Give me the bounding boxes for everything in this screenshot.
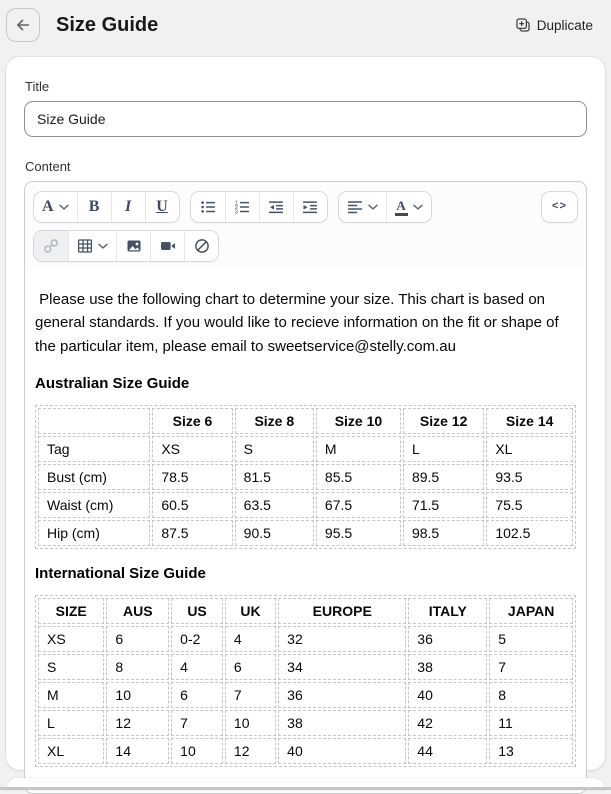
australian-guide-heading[interactable]: Australian Size Guide [35, 375, 190, 393]
table-cell[interactable]: 85.5 [316, 464, 401, 490]
link-button[interactable] [34, 231, 68, 261]
insert-video-button[interactable] [150, 231, 184, 261]
metaobject-card [6, 57, 605, 770]
table-cell[interactable]: 14 [106, 738, 169, 764]
table-cell[interactable]: 6 [106, 626, 169, 652]
editor-toolbar [25, 182, 586, 270]
table-header-cell[interactable]: US [171, 598, 223, 624]
table-cell[interactable]: 89.5 [403, 464, 484, 490]
table-cell[interactable]: 11 [489, 710, 573, 736]
table-row [38, 738, 573, 764]
table-row [38, 626, 573, 652]
title-field-label: Title [25, 79, 50, 94]
editor-content-area[interactable] [25, 270, 586, 793]
table-cell[interactable]: 4 [225, 626, 276, 652]
table-header-cell[interactable]: SIZE [38, 598, 104, 624]
table-row [38, 654, 573, 680]
table-header-cell[interactable]: JAPAN [489, 598, 573, 624]
ordered-list-icon [234, 199, 250, 215]
italic-icon: I [124, 198, 132, 215]
table-cell[interactable]: 34 [278, 654, 406, 680]
table-cell[interactable]: 38 [278, 710, 406, 736]
table-cell[interactable]: 78.5 [152, 464, 232, 490]
table-cell[interactable]: Waist (cm) [38, 492, 150, 518]
international-guide-heading[interactable]: International Size Guide [35, 565, 206, 583]
underline-button[interactable] [145, 192, 179, 222]
table-cell[interactable]: Tag [38, 436, 150, 462]
table-cell[interactable]: 6 [225, 654, 276, 680]
table-cell[interactable]: 102.5 [486, 520, 573, 546]
rich-text-editor [24, 181, 587, 794]
table-cell[interactable]: L [38, 710, 104, 736]
table-cell[interactable]: 13 [489, 738, 573, 764]
insert-group [33, 230, 219, 262]
clear-formatting-button[interactable] [184, 231, 218, 261]
list-indent-group [190, 191, 328, 223]
table-cell[interactable]: S [38, 654, 104, 680]
table-cell[interactable]: XS [38, 626, 104, 652]
table-cell[interactable]: 7 [225, 682, 276, 708]
table-cell[interactable]: M [38, 682, 104, 708]
title-input[interactable] [24, 101, 587, 137]
table-cell[interactable]: 81.5 [235, 464, 314, 490]
underline-icon: U [156, 198, 168, 215]
table-header-cell[interactable]: AUS [106, 598, 169, 624]
align-left-icon [347, 199, 363, 215]
table-cell[interactable]: 63.5 [235, 492, 314, 518]
table-header-cell[interactable]: EUROPE [278, 598, 406, 624]
table-header-cell[interactable] [38, 408, 150, 434]
ordered-list-button[interactable] [225, 192, 259, 222]
table-row [38, 520, 573, 546]
table-row [38, 436, 573, 462]
australian-size-table[interactable] [35, 405, 576, 549]
table-cell[interactable]: 8 [106, 654, 169, 680]
table-cell[interactable]: 90.5 [235, 520, 314, 546]
duplicate-button[interactable] [513, 13, 595, 37]
international-size-table[interactable] [35, 595, 576, 767]
table-icon [77, 238, 93, 254]
bold-icon: B [88, 198, 100, 215]
alignment-dropdown[interactable] [339, 192, 386, 222]
font-style-dropdown[interactable] [34, 192, 77, 222]
table-cell[interactable]: 7 [171, 710, 223, 736]
table-row [38, 464, 573, 490]
table-cell[interactable]: 12 [106, 710, 169, 736]
table-header-row [38, 408, 573, 434]
outdent-button[interactable] [259, 192, 293, 222]
table-cell[interactable]: XL [38, 738, 104, 764]
chevron-down-icon [368, 204, 378, 211]
table-cell[interactable]: 98.5 [403, 520, 484, 546]
table-header-cell[interactable]: ITALY [408, 598, 487, 624]
intro-paragraph[interactable]: Please use the following chart to determine your size. This chart is based on general standards. If you would like to recieve information on the fit or shape of the particular item, please email to sweetservice@stelly.com.au [35, 291, 563, 355]
table-cell[interactable]: 8 [489, 682, 573, 708]
insert-image-button[interactable] [116, 231, 150, 261]
table-header-row [38, 598, 573, 624]
table-cell[interactable]: 60.5 [152, 492, 232, 518]
page-title: Size Guide [56, 13, 159, 36]
table-cell[interactable]: 40 [278, 738, 406, 764]
duplicate-label: Duplicate [536, 17, 593, 33]
bold-button[interactable] [77, 192, 111, 222]
table-header-cell[interactable]: Size 6 [152, 408, 232, 434]
table-cell[interactable]: 42 [408, 710, 487, 736]
table-cell[interactable]: 6 [171, 682, 223, 708]
outdent-icon [268, 199, 284, 215]
svg-text:3: 3 [234, 209, 238, 215]
table-cell[interactable]: 93.5 [486, 464, 573, 490]
table-cell[interactable]: XL [486, 436, 573, 462]
chevron-down-icon [98, 243, 108, 250]
table-row [38, 682, 573, 708]
table-cell[interactable]: 75.5 [486, 492, 573, 518]
table-cell[interactable]: 4 [171, 654, 223, 680]
table-header-cell[interactable]: Size 8 [235, 408, 314, 434]
table-header-cell[interactable]: Size 10 [316, 408, 401, 434]
insert-table-dropdown[interactable] [68, 231, 116, 261]
bullet-list-button[interactable] [191, 192, 225, 222]
link-icon [43, 238, 59, 254]
table-cell[interactable]: 71.5 [403, 492, 484, 518]
table-header-cell[interactable]: Size 14 [486, 408, 573, 434]
bullet-list-icon [200, 199, 216, 215]
table-row [38, 710, 573, 736]
table-cell[interactable]: M [316, 436, 401, 462]
table-cell[interactable]: 44 [408, 738, 487, 764]
image-icon [126, 238, 142, 254]
video-icon [160, 238, 176, 254]
table-cell[interactable]: 10 [171, 738, 223, 764]
table-cell[interactable]: Bust (cm) [38, 464, 150, 490]
table-cell[interactable]: 38 [408, 654, 487, 680]
duplicate-icon [515, 17, 531, 33]
table-cell[interactable]: 36 [278, 682, 406, 708]
table-cell[interactable]: 87.5 [152, 520, 232, 546]
table-cell[interactable]: 5 [489, 626, 573, 652]
text-color-dropdown[interactable] [386, 192, 431, 222]
table-cell[interactable]: 0-2 [171, 626, 223, 652]
code-view-button[interactable]: <> [541, 191, 578, 223]
table-header-cell[interactable]: UK [225, 598, 276, 624]
table-cell[interactable]: S [235, 436, 314, 462]
indent-icon [302, 199, 318, 215]
text-color-icon: A [395, 199, 408, 216]
table-cell[interactable]: XS [152, 436, 232, 462]
arrow-left-icon [14, 16, 32, 34]
prohibit-icon [194, 238, 210, 254]
svg-text:2: 2 [234, 205, 238, 211]
indent-button[interactable] [293, 192, 327, 222]
page-header [0, 0, 611, 50]
table-cell[interactable]: 10 [225, 710, 276, 736]
table-cell[interactable]: 10 [106, 682, 169, 708]
table-row [38, 492, 573, 518]
table-cell[interactable]: 12 [225, 738, 276, 764]
table-cell[interactable]: 40 [408, 682, 487, 708]
align-color-group [338, 191, 432, 223]
svg-text:1: 1 [234, 200, 238, 207]
toolbar-row-2 [33, 230, 578, 262]
chevron-down-icon [59, 204, 69, 211]
table-cell[interactable]: 36 [408, 626, 487, 652]
back-button[interactable] [6, 8, 40, 42]
table-cell[interactable]: 67.5 [316, 492, 401, 518]
text-style-group [33, 191, 180, 223]
chevron-down-icon [413, 204, 423, 211]
italic-button[interactable] [111, 192, 145, 222]
table-cell[interactable]: Hip (cm) [38, 520, 150, 546]
table-header-cell[interactable]: Size 12 [403, 408, 484, 434]
table-cell[interactable]: L [403, 436, 484, 462]
table-cell[interactable]: 95.5 [316, 520, 401, 546]
content-field-label: Content [25, 159, 71, 174]
table-cell[interactable]: 32 [278, 626, 406, 652]
toolbar-row-1 [33, 191, 578, 223]
table-cell[interactable]: 7 [489, 654, 573, 680]
font-style-letter: A [42, 198, 54, 215]
